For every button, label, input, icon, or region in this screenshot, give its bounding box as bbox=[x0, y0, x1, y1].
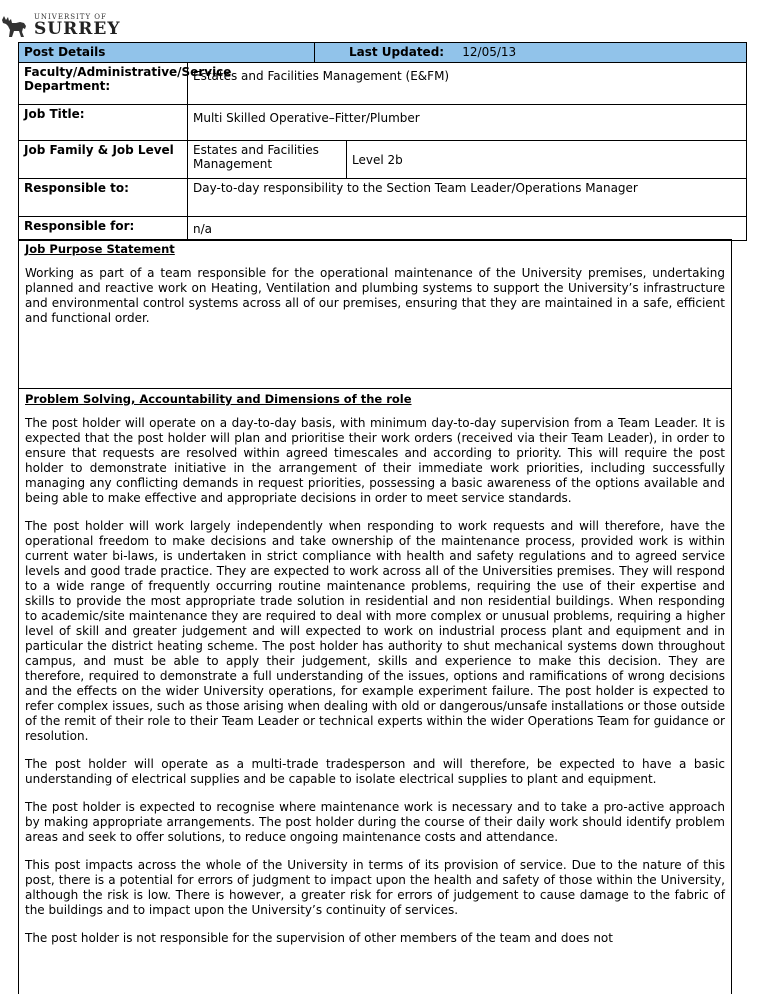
job-family-row bbox=[19, 141, 747, 179]
job-purpose-title: Job Purpose Statement bbox=[25, 242, 175, 256]
header-row bbox=[19, 43, 747, 63]
responsible-to-label: Responsible to: bbox=[19, 179, 188, 217]
stag-icon bbox=[0, 14, 30, 38]
responsible-for-row bbox=[19, 217, 747, 241]
responsible-to-row bbox=[19, 179, 747, 217]
job-title-label: Job Title: bbox=[19, 105, 188, 141]
paragraph: The post holder is expected to recognise where maintenance work is necessary and to take a pro-active approach by making appropriate arrangements. The post holder during the course of their daily work should identify problem areas and seek to offer solutions, to reduce ongoing maintenance costs and attendance. bbox=[25, 800, 725, 844]
job-level-value: Level 2b bbox=[347, 141, 747, 179]
job-title-row bbox=[19, 105, 747, 141]
job-family-label: Job Family & Job Level bbox=[19, 141, 188, 179]
department-label: Faculty/Administrative/Service Department: bbox=[19, 63, 188, 105]
logo-top-text: UNIVERSITY OF bbox=[34, 13, 107, 21]
job-purpose-section bbox=[18, 239, 732, 389]
last-updated-value: 12/05/13 bbox=[462, 45, 517, 59]
responsible-for-label: Responsible for: bbox=[19, 217, 188, 241]
paragraph: The post holder will work largely independently when responding to work requests and will therefore, have the operational freedom to make decisions and take ownership of the maintenance process, provided work is within current water bi-laws, is undertaken in strict compliance with health and safety regulations and to agreed service levels and good trade practice. They are expected to work across all of the Universities premises. They will respond to a wide range of frequently occurring routine maintenance problems, requiring the use of their expertise and skills to provide the most appropriate trade solution in residential and non residential buildings. When responding to academic/site maintenance they are required to deal with more complex or unusual problems, requiring a higher level of skill and greater judgement and will expected to work on industrial process plant and equipment and in particular the district heating scheme. The post holder has authority to shut mechanical systems down throughout campus, and must be able to apply their judgement, skills and experience to make this decision. They are therefore, required to demonstrate a full understanding of the issues, options and ramifications of wrong decisions and the effects on the wider University operations, for example experiment failure. The post holder is expected to refer complex issues, such as those arising when dealing with old or dangerous/unsafe installations or those outside of the remit of their role to their Team Leader or technical experts within the wider Operations Team for guidance or resolution. bbox=[25, 519, 725, 743]
paragraph: This post impacts across the whole of the University in terms of its provision of service. Due to the nature of this post, there is a potential for errors of judgment to impact upon the health and safety of those within the University, although the risk is low. There is however, a greater risk for errors of judgement to cause damage to the fabric of the buildings and to impact upon the University’s continuity of services. bbox=[25, 858, 725, 917]
post-details-table bbox=[18, 42, 747, 241]
responsible-to-value: Day-to-day responsibility to the Section Team Leader/Operations Manager bbox=[188, 179, 747, 217]
department-row bbox=[19, 63, 747, 105]
last-updated bbox=[315, 43, 747, 63]
post-details-heading: Post Details bbox=[19, 43, 315, 63]
department-value: Estates and Facilities Management (E&FM) bbox=[188, 63, 747, 105]
job-title-value: Multi Skilled Operative–Fitter/Plumber bbox=[188, 105, 747, 141]
last-updated-label: Last Updated: bbox=[349, 45, 445, 59]
paragraph: The post holder will operate on a day-to-day basis, with minimum day-to-day supervision from a Team Leader. It is expected that the post holder will plan and prioritise their work orders (received via their Team Leader), in order to ensure that requests are resolved within agreed timescales and according to priority. This will require the post holder to demonstrate initiative in the arrangement of their immediate work priorities, including successfully managing any conflicting demands in request priorities, possessing a basic awareness of the options available and being able to make effective and appropriate decisions in order to meet service standards. bbox=[25, 416, 725, 505]
university-logo bbox=[0, 14, 120, 38]
problem-solving-section bbox=[18, 388, 732, 994]
paragraph: The post holder is not responsible for the supervision of other members of the team and does not bbox=[25, 931, 613, 945]
paragraph: The post holder will operate as a multi-trade tradesperson and will therefore, be expected to have a basic understanding of electrical supplies and be capable to isolate electrical supplies to plant and equipment. bbox=[25, 757, 725, 786]
responsible-for-value: n/a bbox=[188, 217, 747, 241]
job-purpose-text: Working as part of a team responsible for the operational maintenance of the University premises, undertaking planned and reactive work on Heating, Ventilation and plumbing systems to support the University’s infrastructure and environmental control systems across all of our premises, ensuring that they are maintained in a safe, efficient and functional order. bbox=[25, 266, 725, 325]
logo-main-text: SURREY bbox=[34, 19, 121, 39]
problem-solving-title: Problem Solving, Accountability and Dimensions of the role bbox=[25, 392, 412, 406]
job-family-value: Estates and Facilities Management bbox=[188, 141, 347, 179]
